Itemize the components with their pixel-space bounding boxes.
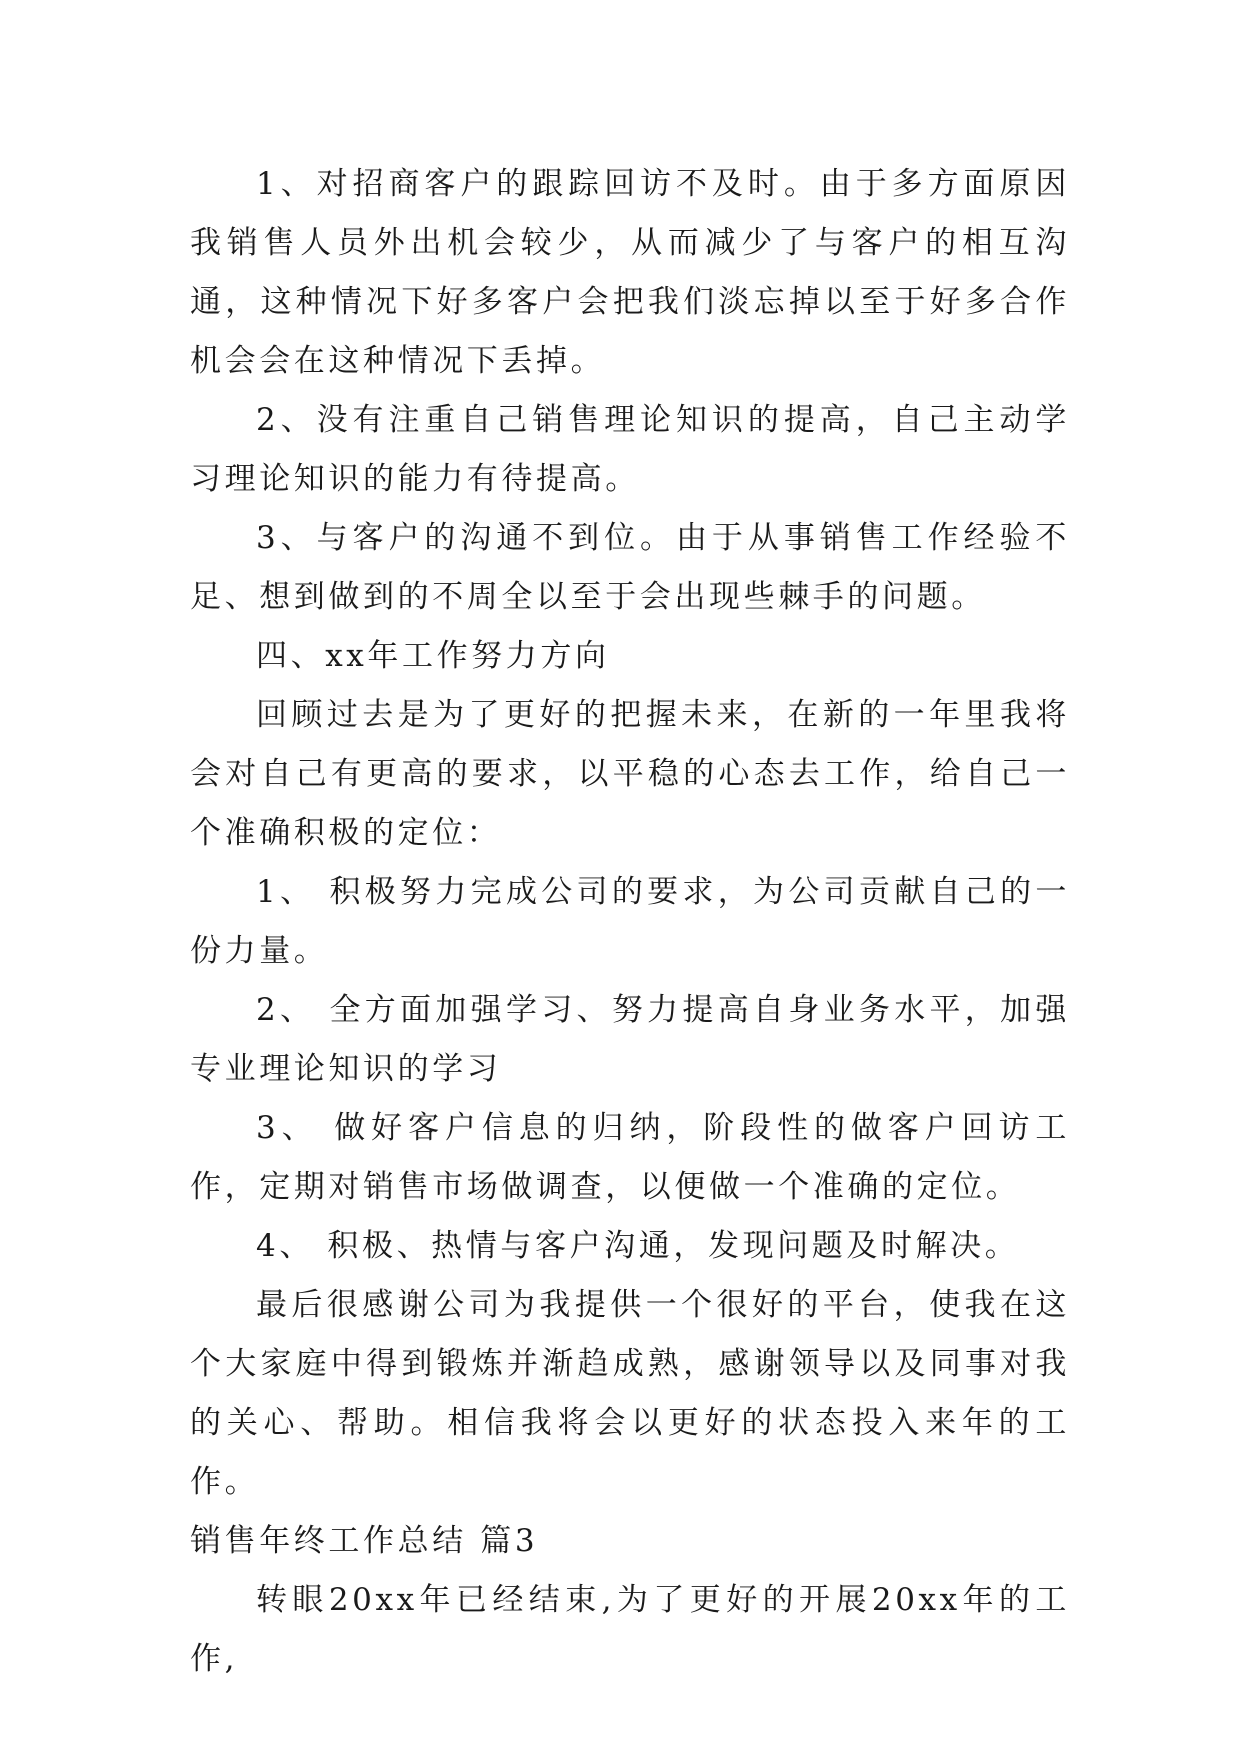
paragraph-goal-2: 2、 全方面加强学习、努力提高自身业务水平，加强专业理论知识的学习	[190, 992, 1070, 1087]
paragraph-issue-3: 3、与客户的沟通不到位。由于从事销售工作经验不足、想到做到的不周全以至于会出现些棘手的问题。	[190, 520, 1070, 615]
section-title: 销售年终工作总结 篇3	[190, 1523, 539, 1559]
paragraph-goal-1: 1、 积极努力完成公司的要求，为公司贡献自己的一份力量。	[190, 874, 1070, 969]
paragraph-intro: 回顾过去是为了更好的把握未来，在新的一年里我将会对自己有更高的要求，以平稳的心态去工作，给自己一个准确积极的定位：	[190, 697, 1070, 851]
paragraph-issue-1: 1、对招商客户的跟踪回访不及时。由于多方面原因我销售人员外出机会较少，从而减少了与客户的相互沟通，这种情况下好多客户会把我们淡忘掉以至于好多合作机会会在这种情况下丢掉。	[190, 166, 1070, 379]
paragraph-goal-3: 3、 做好客户信息的归纳，阶段性的做客户回访工作，定期对销售市场做调查，以便做一个准确的定位。	[190, 1110, 1070, 1205]
paragraph-thanks: 最后很感谢公司为我提供一个很好的平台，使我在这个大家庭中得到锻炼并渐趋成熟，感谢领导以及同事对我的关心、帮助。相信我将会以更好的状态投入来年的工作。	[190, 1287, 1070, 1500]
paragraph-issue-2: 2、没有注重自己销售理论知识的提高，自己主动学习理论知识的能力有待提高。	[190, 402, 1070, 497]
document-body	[190, 155, 1070, 1689]
paragraph-goal-4: 4、 积极、热情与客户沟通，发现问题及时解决。	[256, 1228, 1020, 1264]
section-heading-work-direction: 四、xx年工作努力方向	[256, 638, 610, 674]
paragraph-opening: 转眼20xx年已经结束,为了更好的开展20xx年的工作,	[190, 1582, 1070, 1677]
